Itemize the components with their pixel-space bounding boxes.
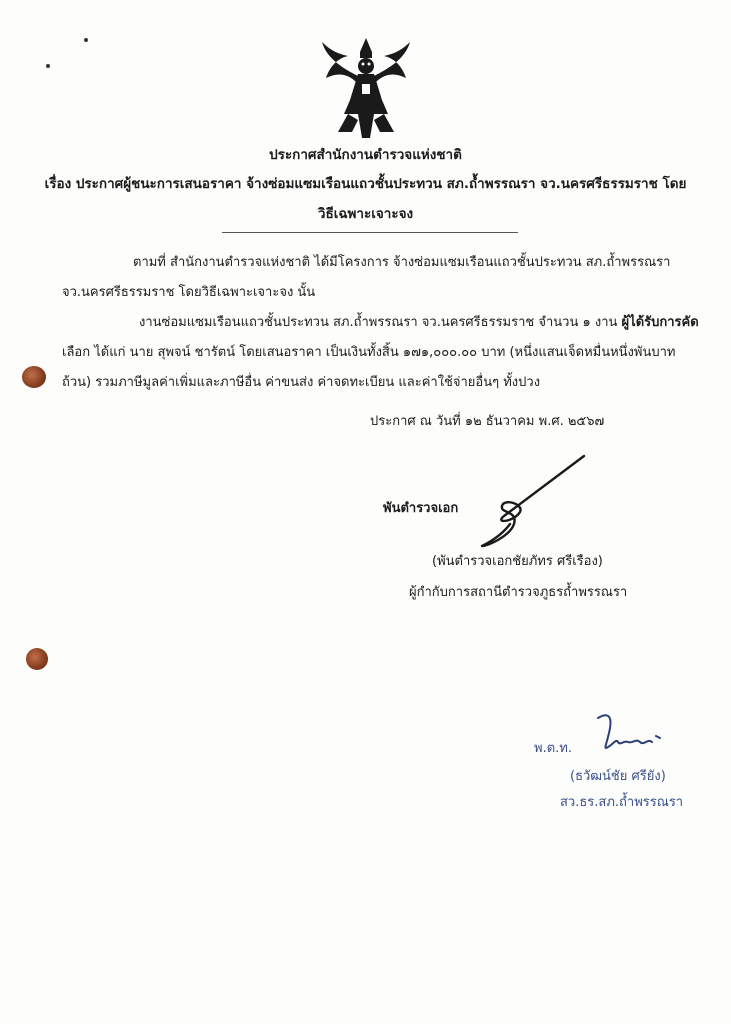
announcement-subject-line2: วิธีเฉพาะเจาะจง xyxy=(317,206,414,222)
punch-hole xyxy=(26,648,48,670)
paragraph2-line1-bold: ผู้ได้รับการคัด xyxy=(621,315,699,330)
initial-position: สว.ธร.สภ.ถ้ำพรรณรา xyxy=(560,795,684,810)
paragraph2-line3: ถ้วน) รวมภาษีมูลค่าเพิ่มและภาษีอื่น ค่าขนส่ง ค่าจดทะเบียน และค่าใช้จ่ายอื่นๆ ทั้งปวง xyxy=(62,375,541,390)
signature-mark xyxy=(474,452,592,552)
signer-position: ผู้กำกับการสถานีตำรวจภูธรถ้ำพรรณรา xyxy=(409,585,628,600)
speck xyxy=(46,64,50,68)
paragraph2-line1-text: งานซ่อมแซมเรือนแถวชั้นประทวน สภ.ถ้ำพรรณรา จว.นครศรีธรรมราช จำนวน ๑ งาน xyxy=(139,315,622,330)
punch-hole xyxy=(22,366,46,388)
initial-signature-mark xyxy=(594,708,664,754)
signer-name: (พันตำรวจเอกชัยภัทร ศรีเรือง) xyxy=(432,554,603,569)
signer-rank: พันตำรวจเอก xyxy=(383,501,459,516)
paragraph2-line2: เลือก ได้แก่ นาย สุพจน์ ชารัตน์ โดยเสนอราคา เป็นเงินทั้งสิ้น ๑๗๑,๐๐๐.๐๐ บาท (หนึ่งแสนเจ็ดหมื่นหนึ่งพันบาท xyxy=(62,345,676,360)
paragraph1-line1: ตามที่ สำนักงานตำรวจแห่งชาติ ได้มีโครงการ จ้างซ่อมแซมเรือนแถวชั้นประทวน สภ.ถ้ำพรรณรา xyxy=(133,255,671,270)
paragraph1-line2: จว.นครศรีธรรมราช โดยวิธีเฉพาะเจาะจง นั้น xyxy=(62,285,316,300)
announcement-title: ประกาศสำนักงานตำรวจแห่งชาติ xyxy=(269,147,462,163)
announcement-date: ประกาศ ณ วันที่ ๑๒ ธันวาคม พ.ศ. ๒๕๖๗ xyxy=(370,414,605,429)
divider xyxy=(222,232,518,233)
garuda-emblem-icon xyxy=(318,36,414,140)
paragraph2-line1 xyxy=(139,311,699,332)
initial-name: (ธวัฒน์ชัย ศรียัง) xyxy=(570,769,666,784)
initial-rank: พ.ต.ท. xyxy=(534,741,572,756)
speck xyxy=(84,38,88,42)
announcement-subject-line1: เรื่อง ประกาศผู้ชนะการเสนอราคา จ้างซ่อมแซมเรือนแถวชั้นประทวน สภ.ถ้ำพรรณรา จว.นครศรีธรรมราช โดย xyxy=(44,176,687,192)
